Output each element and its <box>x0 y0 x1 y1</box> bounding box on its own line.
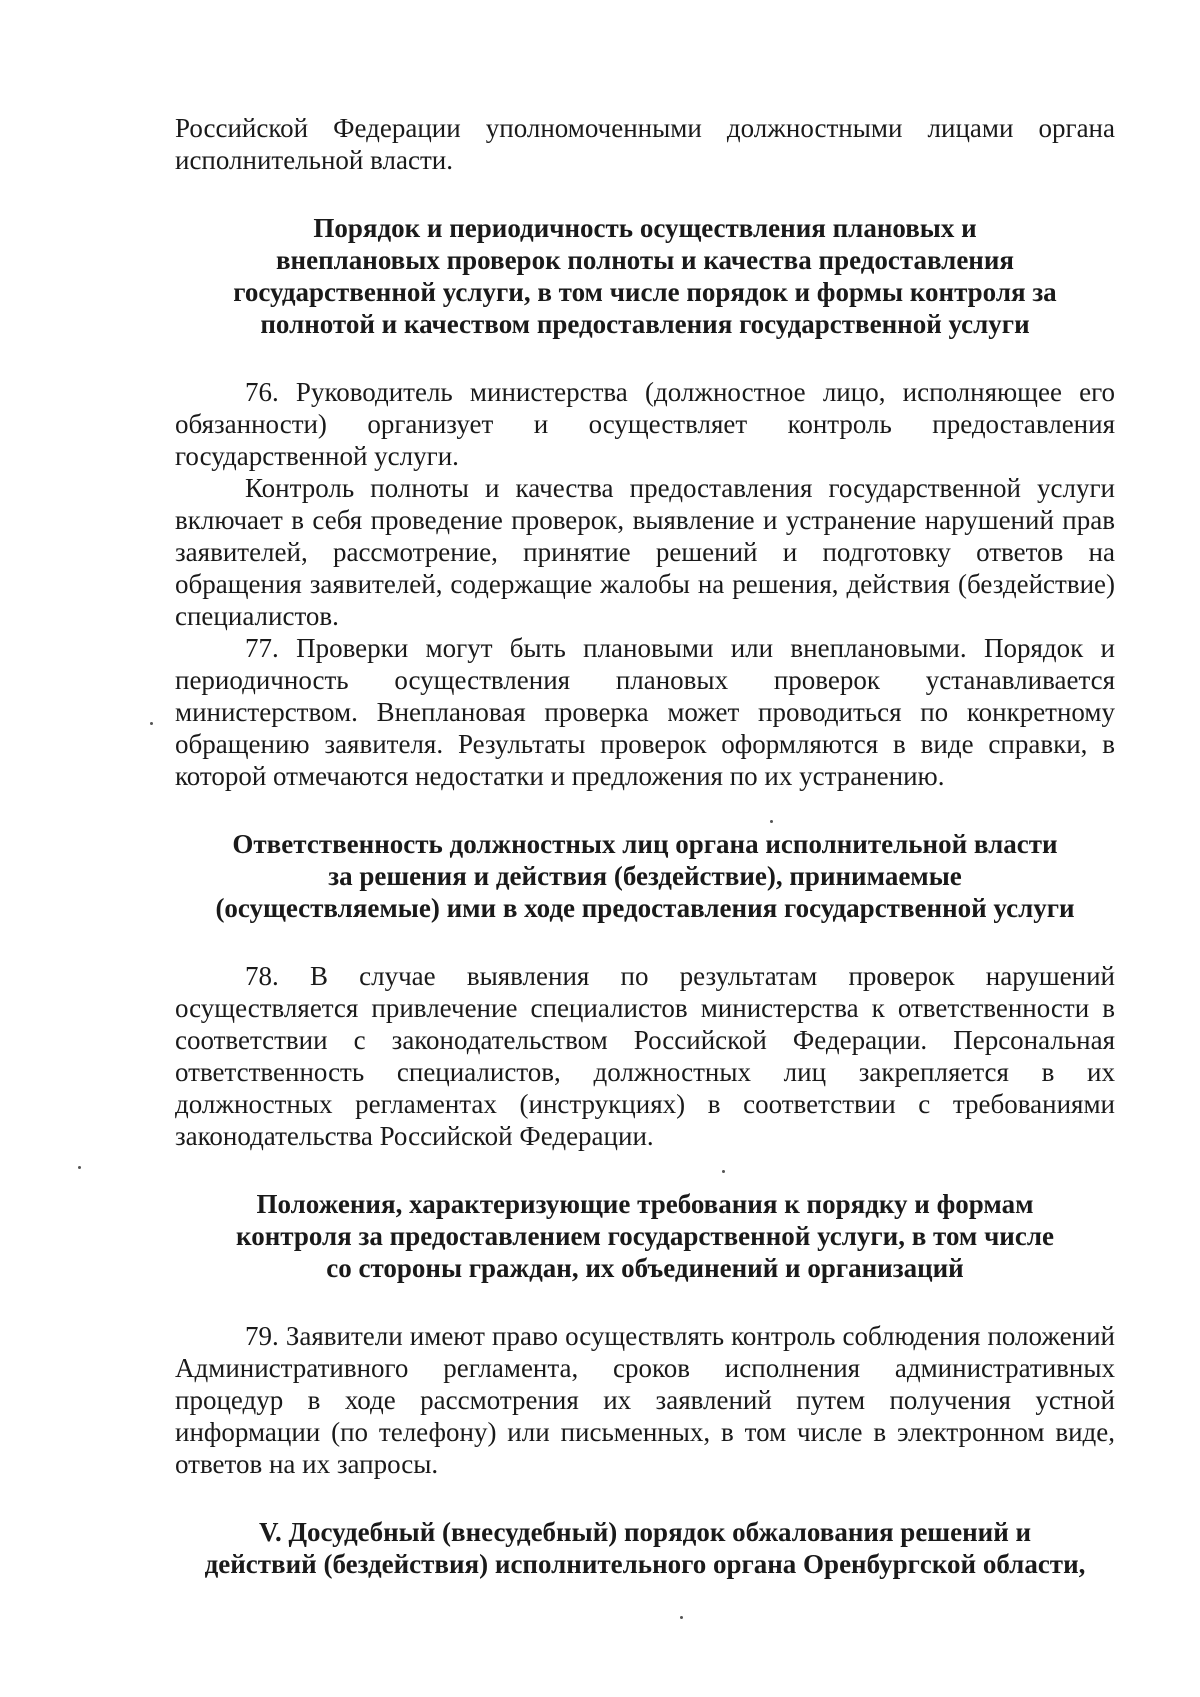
heading-line: Ответственность должностных лиц органа исполнительной власти <box>232 829 1058 859</box>
heading-line: за решения и действия (бездействие), принимаемые <box>328 861 962 891</box>
heading-line: внеплановых проверок полноты и качества предоставления <box>275 245 1015 275</box>
paragraph-77: 77. Проверки могут быть плановыми или внеплановыми. Порядок и периодичность осуществления плановых проверок устанавливается министерством. Внеплановая проверка может проводиться по конкретному обращению заявителя. Результаты проверок оформляются в виде справки, в которой отмечаются недостатки и предложения по их устранению. <box>175 633 1115 791</box>
scan-speck <box>722 1170 725 1173</box>
paragraph-76: 76. Руководитель министерства (должностное лицо, исполняющее его обязанности) организует и осуществляет контроль предоставления государственной услуги. <box>175 377 1115 471</box>
heading-line: со стороны граждан, их объединений и организаций <box>326 1253 964 1283</box>
heading-line: (осуществляемые) ими в ходе предоставления государственной услуги <box>215 893 1075 923</box>
heading-line: контроля за предоставлением государственной услуги, в том числе <box>236 1221 1054 1251</box>
scan-speck <box>770 820 773 823</box>
paragraph-79: 79. Заявители имеют право осуществлять контроль соблюдения положений Административного регламента, сроков исполнения административных процедур в ходе рассмотрения их заявлений путем получения устной информации (по телефону) или письменных, в том числе в электронном виде, ответов на их запросы. <box>175 1321 1115 1479</box>
heading-line: действий (бездействия) исполнительного органа Оренбургской области, <box>204 1549 1086 1579</box>
heading-line: Порядок и периодичность осуществления плановых и <box>313 213 977 243</box>
document-body <box>175 112 1115 1616</box>
paragraph-control-scope: Контроль полноты и качества предоставления государственной услуги включает в себя проведение проверок, выявление и устранение нарушений прав заявителей, рассмотрение, принятие решений и подготовку ответов на обращения заявителей, содержащие жалобы на решения, действия (бездействие) специалистов. <box>175 473 1115 631</box>
intro-paragraph: Российской Федерации уполномоченными должностными лицами органа исполнительной власти. <box>175 113 1115 175</box>
heading-line: полнотой и качеством предоставления государственной услуги <box>260 309 1030 339</box>
heading-line: Положения, характеризующие требования к порядку и формам <box>256 1189 1034 1219</box>
scan-speck <box>78 1166 81 1169</box>
section-heading-control-procedure <box>175 212 1115 340</box>
paragraph-78: 78. В случае выявления по результатам проверок нарушений осуществляется привлечение специалистов министерства к ответственности в соответствии с законодательством Российской Федерации. Персональная ответственность специалистов, должностных лиц закрепляется в их должностных регламентах (инструкциях) в соответствии с требованиями законодательства Российской Федерации. <box>175 961 1115 1151</box>
section-heading-responsibility <box>175 828 1115 924</box>
heading-line: V. Досудебный (внесудебный) порядок обжалования решений и <box>258 1517 1032 1547</box>
scan-speck <box>680 1616 683 1619</box>
scan-speck <box>150 722 153 725</box>
heading-line: государственной услуги, в том числе порядок и формы контроля за <box>233 277 1057 307</box>
section-heading-control-requirements <box>175 1188 1115 1284</box>
section-heading-pretrial-appeal <box>175 1516 1115 1580</box>
